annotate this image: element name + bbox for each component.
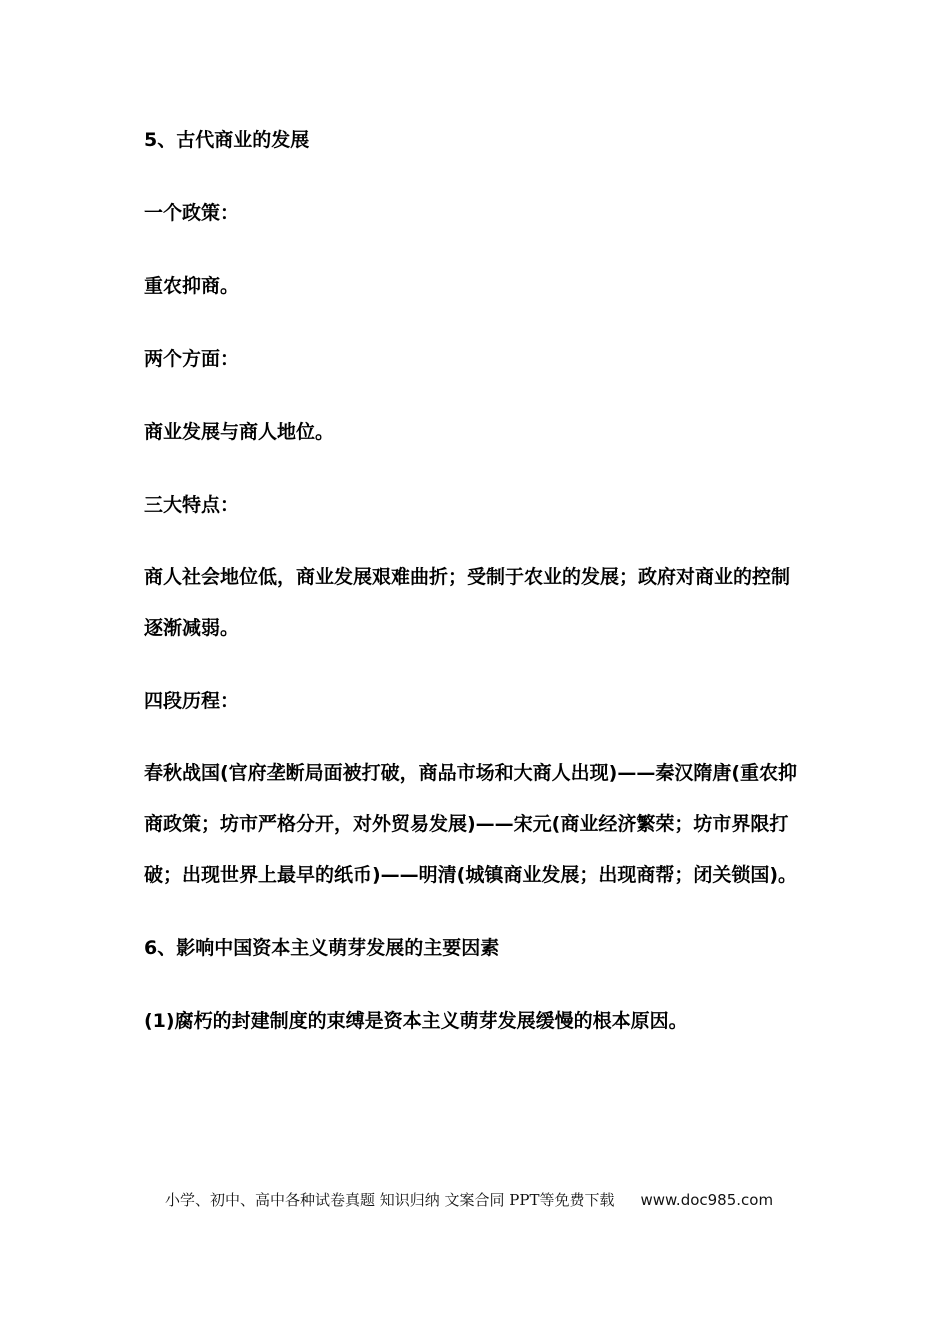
text-features: 商人社会地位低，商业发展艰难曲折；受制于农业的发展；政府对商业的控制逐渐减弱。 [144, 566, 791, 639]
section-heading-5: 5、古代商业的发展 [144, 129, 310, 151]
subheading-features: 三大特点： [144, 494, 240, 516]
subheading-aspects: 两个方面： [144, 348, 240, 370]
subheading-history: 四段历程： [144, 690, 240, 712]
document-body [144, 122, 808, 1039]
text-factor-1: (1)腐朽的封建制度的束缚是资本主义萌芽发展缓慢的根本原因。 [144, 1010, 688, 1032]
text-history: 春秋战国(官府垄断局面被打破，商品市场和大商人出现)——秦汉隋唐(重农抑商政策；坊市严格分开，对外贸易发展)——宋元(商业经济繁荣；坊市界限打破；出现世界上最早的纸币)——明清(城镇商业发展；出现商帮；闭关锁国)。 [144, 762, 798, 886]
footer-url: www.doc985.com [640, 1191, 774, 1209]
section-heading-6: 6、影响中国资本主义萌芽发展的主要因素 [144, 937, 500, 959]
subheading-policy: 一个政策： [144, 202, 240, 224]
text-aspects: 商业发展与商人地位。 [144, 421, 335, 443]
page-footer [165, 1188, 773, 1212]
text-policy: 重农抑商。 [144, 275, 240, 297]
footer-text: 小学、初中、高中各种试卷真题 知识归纳 文案合同 PPT等免费下载 [165, 1191, 615, 1209]
